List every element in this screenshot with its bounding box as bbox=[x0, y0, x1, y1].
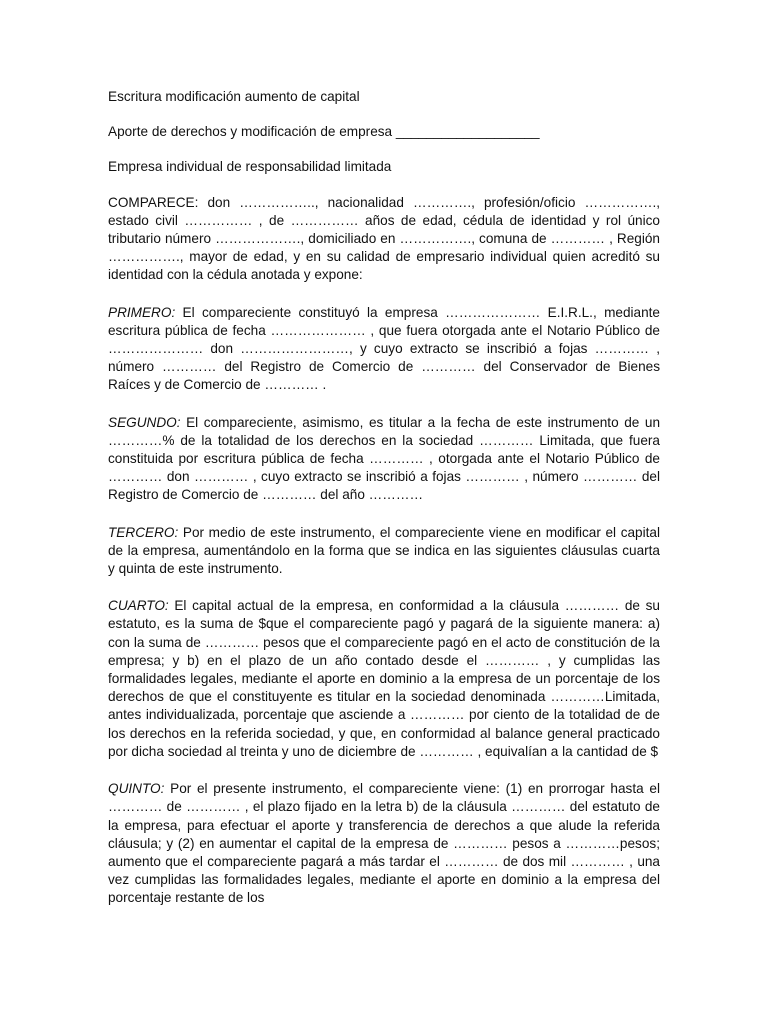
clause-segundo bbox=[108, 414, 660, 505]
clause-segundo-lead: SEGUNDO: bbox=[108, 414, 181, 430]
clause-primero bbox=[108, 304, 660, 395]
clause-tercero bbox=[108, 524, 660, 579]
clause-cuarto-text: El capital actual de la empresa, en conformidad a la cláusula ………… de su estatuto, es la suma de $que el compareciente pagó y pagará de la siguiente manera: a) con la suma de ………… pesos que el compareciente pagó en el acto de constitución de la empresa; y b) en el plazo de un año contado desde el ………… , y cumplidas las formalidades legales, mediante el aporte en dominio a la empresa de un porcentaje de los derechos de que el constituyente es titular en la sociedad denominada …………Limitada, antes individualizada, porcentaje que asciende a ………… por ciento de la totalidad de de los derechos en la referida sociedad, y que, en conformidad al balance general practicado por dicha sociedad al treinta y uno de diciembre de ………… , equivalían a la cantidad de $ bbox=[108, 598, 660, 759]
clause-quinto-lead: QUINTO: bbox=[108, 781, 165, 797]
clause-tercero-lead: TERCERO: bbox=[108, 524, 179, 540]
clause-quinto-text: Por el presente instrumento, el compareciente viene: (1) en prorrogar hasta el ………… de ………… , el plazo fijado en la letra b) de la cláusula ………… del estatuto de la empresa, para efectuar el aporte y transferencia de derechos a que alude la referida cláusula; y (2) en aumentar el capital de la empresa de ………… pesos a …………pesos; aumento que el compareciente pagará a más tardar el ………… de dos mil ………… , una vez cumplidas las formalidades legales, mediante el aporte en dominio a la empresa del porcentaje restante de los bbox=[108, 781, 660, 906]
clause-primero-lead: PRIMERO: bbox=[108, 304, 176, 320]
document-title: Escritura modificación aumento de capital bbox=[108, 89, 360, 104]
document-subtitle: Aporte de derechos y modificación de empresa ___________________ bbox=[108, 124, 540, 140]
clause-quinto bbox=[108, 780, 660, 907]
clause-cuarto-lead: CUARTO: bbox=[108, 598, 169, 614]
clause-tercero-text: Por medio de este instrumento, el compareciente viene en modificar el capital de la empresa, aumentándolo en la forma que se indica en las siguientes cláusulas cuarta y quinta de este instrumento. bbox=[108, 524, 660, 577]
company-type: Empresa individual de responsabilidad limitada bbox=[108, 159, 392, 175]
document-page bbox=[108, 88, 660, 927]
clause-primero-text: El compareciente constituyó la empresa ………………… E.I.R.L., mediante escritura pública de fecha ………………… , que fuera otorgada ante el Notario Público de ………………… don ……………………, y cuyo extracto se inscribió a fojas ………… , número ………… del Registro de Comercio de ………… del Conservador de Bienes Raíces y de Comercio de ………… . bbox=[108, 304, 660, 393]
comparece-paragraph: COMPARECE: don …………….., nacionalidad …………., profesión/oficio ……………., estado civil …………… , de …………… años de edad, cédula de identidad y rol único tributario número ………………., domiciliado en ……………., comuna de ………… , Región ……………., mayor de edad, y en su calidad de empresario individual quien acreditó su identidad con la cédula anotada y expone: bbox=[108, 194, 660, 283]
clause-cuarto bbox=[108, 597, 660, 761]
clause-segundo-text: El compareciente, asimismo, es titular a la fecha de este instrumento de un …………% de la totalidad de los derechos en la sociedad ………… Limitada, que fuera constituida por escritura pública de fecha ………… , otorgada ante el Notario Público de ………… don ………… , cuyo extracto se inscribió a fojas ………… , número ………… del Registro de Comercio de ………… del año ………… bbox=[108, 414, 660, 503]
